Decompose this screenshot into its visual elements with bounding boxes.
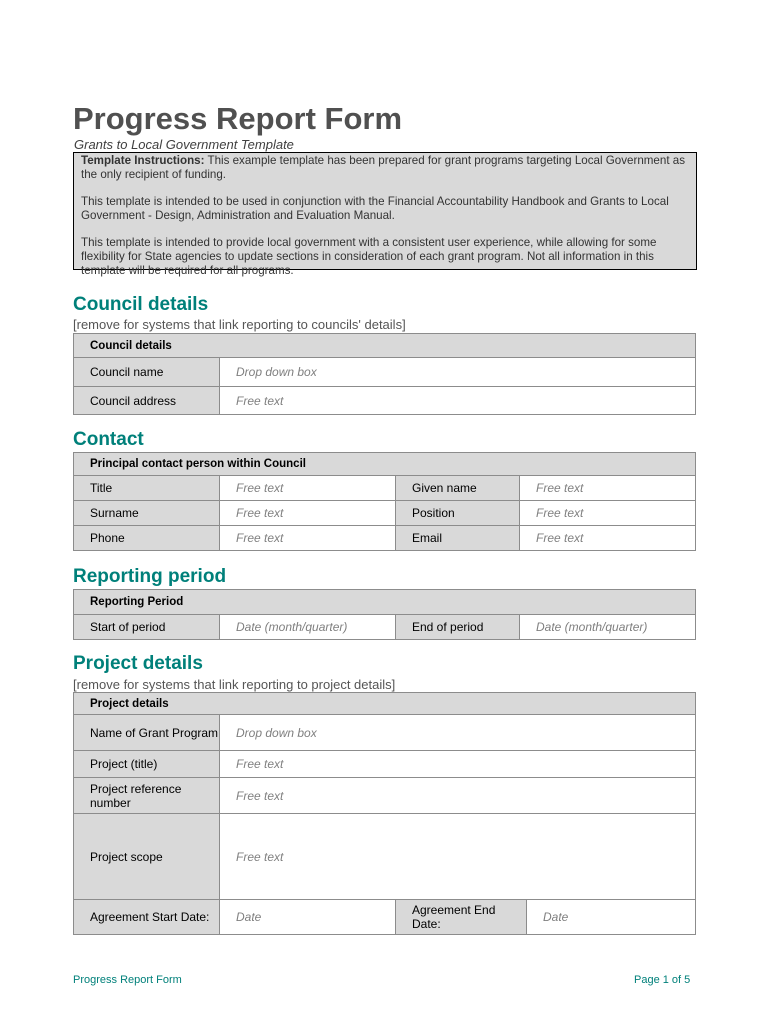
- start-of-period-field[interactable]: Date (month/quarter): [220, 615, 396, 640]
- project-reference-label: Project reference number: [74, 778, 220, 814]
- footer-page-number: Page 1 of 5: [634, 974, 691, 986]
- project-scope-label: Project scope: [74, 814, 220, 900]
- contact-heading: Contact: [73, 429, 144, 450]
- reporting-period-table: [73, 589, 696, 640]
- contact-surname-label: Surname: [74, 501, 220, 526]
- project-details-note: [remove for systems that link reporting to project details]: [73, 677, 396, 692]
- council-details-heading: Council details: [73, 294, 209, 315]
- instructions-text-1: This example template has been prepared for grant programs targeting Local Government as the only recipient of funding.: [81, 154, 686, 181]
- council-table-header: Council details: [74, 334, 696, 358]
- contact-phone-label: Phone: [74, 526, 220, 551]
- project-title-label: Project (title): [74, 751, 220, 778]
- contact-title-label: Title: [74, 476, 220, 501]
- contact-phone-field[interactable]: Free text: [220, 526, 396, 551]
- contact-position-field[interactable]: Free text: [520, 501, 696, 526]
- council-name-dropdown[interactable]: Drop down box: [220, 358, 696, 387]
- contact-table: [73, 452, 696, 551]
- end-of-period-field[interactable]: Date (month/quarter): [520, 615, 696, 640]
- grant-program-label: Name of Grant Program: [74, 715, 220, 751]
- contact-surname-field[interactable]: Free text: [220, 501, 396, 526]
- start-of-period-label: Start of period: [74, 615, 220, 640]
- instructions-paragraph-1: [81, 154, 689, 182]
- contact-email-label: Email: [396, 526, 520, 551]
- project-reference-field[interactable]: Free text: [220, 778, 696, 814]
- grant-program-dropdown[interactable]: Drop down box: [220, 715, 696, 751]
- end-of-period-label: End of period: [396, 615, 520, 640]
- template-instructions-box: [73, 152, 697, 277]
- contact-given-name-field[interactable]: Free text: [520, 476, 696, 501]
- contact-table-header: Principal contact person within Council: [74, 453, 696, 476]
- agreement-end-date-label: Agreement End Date:: [396, 900, 527, 935]
- footer-document-title: Progress Report Form: [73, 974, 182, 986]
- council-address-field[interactable]: Free text: [220, 387, 696, 415]
- contact-given-name-label: Given name: [396, 476, 520, 501]
- project-scope-field[interactable]: Free text: [220, 814, 696, 900]
- project-details-table: [73, 692, 696, 935]
- council-name-label: Council name: [74, 358, 220, 387]
- project-details-heading: Project details: [73, 653, 203, 674]
- instructions-paragraph-2: This template is intended to be used in conjunction with the Financial Accountability Handbook and Grants to Local Government - Design, Administration and Evaluation Manual.: [81, 195, 669, 222]
- instructions-lead: Template Instructions:: [81, 154, 205, 167]
- council-details-note: [remove for systems that link reporting to councils' details]: [73, 317, 406, 332]
- reporting-period-heading: Reporting period: [73, 566, 227, 587]
- page-subtitle: Grants to Local Government Template: [74, 137, 294, 152]
- project-title-field[interactable]: Free text: [220, 751, 696, 778]
- contact-position-label: Position: [396, 501, 520, 526]
- instructions-paragraph-3: This template is intended to provide local government with a consistent user experience, while allowing for some flexibility for State agencies to update sections in consideration of each grant program. Not all information in this template will be required for all programs.: [81, 236, 657, 277]
- agreement-start-date-field[interactable]: Date: [220, 900, 396, 935]
- page-title: Progress Report Form: [73, 101, 403, 136]
- contact-email-field[interactable]: Free text: [520, 526, 696, 551]
- council-details-table: [73, 333, 696, 415]
- reporting-table-header: Reporting Period: [74, 590, 696, 615]
- council-address-label: Council address: [74, 387, 220, 415]
- agreement-end-date-field[interactable]: Date: [527, 900, 696, 935]
- contact-title-field[interactable]: Free text: [220, 476, 396, 501]
- agreement-start-date-label: Agreement Start Date:: [74, 900, 220, 935]
- project-table-header: Project details: [74, 693, 696, 715]
